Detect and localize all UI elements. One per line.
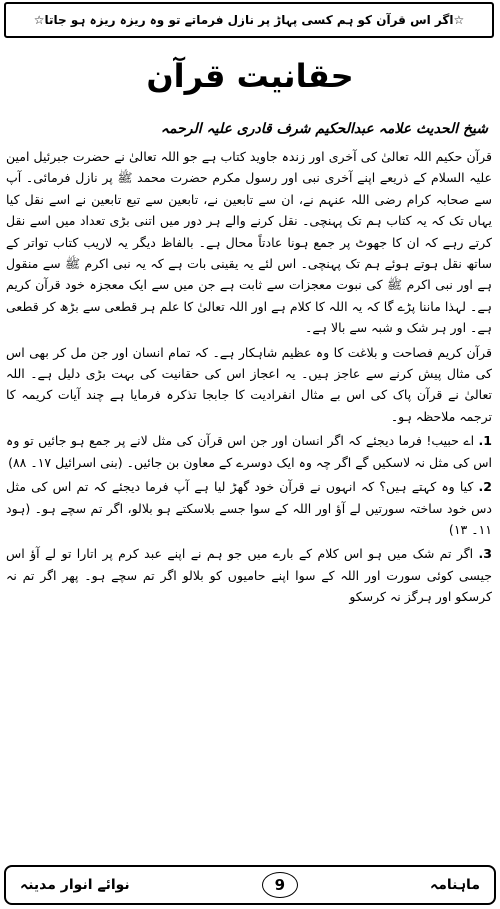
author-line: شیخ الحدیث علامہ عبدالحکیم شرف قادری علیہ الرحمہ [160,121,488,137]
verse-number: 1. [478,433,492,449]
page-footer [4,865,496,905]
magazine-name: نوائے انوار مدینہ [20,877,130,893]
magazine-label: ماہنامہ [430,877,480,893]
verse-text: کیا وہ کہتے ہیں؟ کہ انہوں نے قرآن خود گھڑ لیا ہے آپ فرما دیجئے کہ تم اس کی مثل دس خود ساختہ سورتیں لے آؤ اور اللہ کے سوا جسے بلاسکتے ہو بلالو، اگر تم سچے ہو۔ (ہود ۱۱۔ ۱۳) [6,479,492,537]
verse-number: 3. [478,546,492,562]
verse-item [6,430,492,473]
article-title: حقانیت قرآن [146,57,354,95]
quote-banner: ☆اگر اس قرآن کو ہم کسی پہاڑ پر نازل فرماتے تو وہ ریزہ ریزہ ہو جاتا☆ [4,2,494,38]
verse-item [6,476,492,540]
article-body [6,146,492,846]
page-number: 9 [262,872,298,898]
verse-text: اے حبیب! فرما دیجئے کہ اگر انسان اور جن اس قرآن کی مثل لانے پر جمع ہو جائیں تو وہ اس کی مثل نہ لاسکیں گے اگر چہ وہ ایک دوسرے کے معاون بن جائیں۔ (بنی اسرائیل ۱۷۔ ۸۸) [6,433,492,470]
paragraph: قرآن حکیم اللہ تعالیٰ کی آخری اور زندہ جاوید کتاب ہے جو اللہ تعالیٰ نے حضرت جبرئیل امین علیہ السلام کے ذریعے اپنے آخری نبی اور رسول مکرم حضرت محمد ﷺ پر نازل فرمائی۔ آپ سے صحابہ کرام رضی اللہ عنہم نے، ان سے تابعین نے، تابعین سے تبع تابعین نے اسے نقل کیا یہاں تک کہ یہ کتاب ہم تک پہنچی۔ نقل کرنے والے ہر دور میں اتنی بڑی تعداد میں اسے نقل کرتے رہے کہ ان کا جھوٹ پر جمع ہونا عادتاً محال ہے۔ بالفاظ دیگر یہ لاریب کتاب تواتر کے ساتھ نقل ہوتے ہوئے ہم تک پہنچی۔ اس لئے یہ یقینی بات ہے کہ یہ نبی اکرم ﷺ سے منقول ہے اور نبی اکرم ﷺ کی نبوت معجزات سے ثابت ہے جن میں سے ایک معجزہ خود قرآن کریم ہے۔ لہذا ماننا پڑے گا کہ یہ اللہ کا کلام ہے اور اللہ تعالیٰ کا علم ہر قطعی سے بڑھ کر قطعی ہے۔ اور ہر شک و شبہ سے بالا ہے۔ [6,149,492,336]
verse-item [6,543,492,607]
paragraph: قرآن کریم فصاحت و بلاغت کا وہ عظیم شاہکار ہے۔ کہ تمام انسان اور جن مل کر بھی اس کی مثال پیش کرنے سے عاجز ہیں۔ یہ اعجاز اس کی حقانیت کی بہت بڑی دلیل ہے۔ اللہ تعالیٰ نے قرآن پاک کی اس بے مثال انفرادیت کا جابجا تذکرہ فرمایا ہے چند آیات کریمہ کا ترجمہ ملاحظہ ہو۔ [6,344,492,424]
verse-text: اگر تم شک میں ہو اس کلام کے بارے میں جو ہم نے اپنے عبد کرم پر اتارا تو لے آؤ اس جیسی کوئی سورت اور اللہ کے سوا اپنے حامیوں کو بلالو اگر تم سچے ہو۔ پھر اگر تم نہ کرسکو اور ہرگز نہ کرسکو [6,546,492,605]
verse-number: 2. [478,479,492,495]
